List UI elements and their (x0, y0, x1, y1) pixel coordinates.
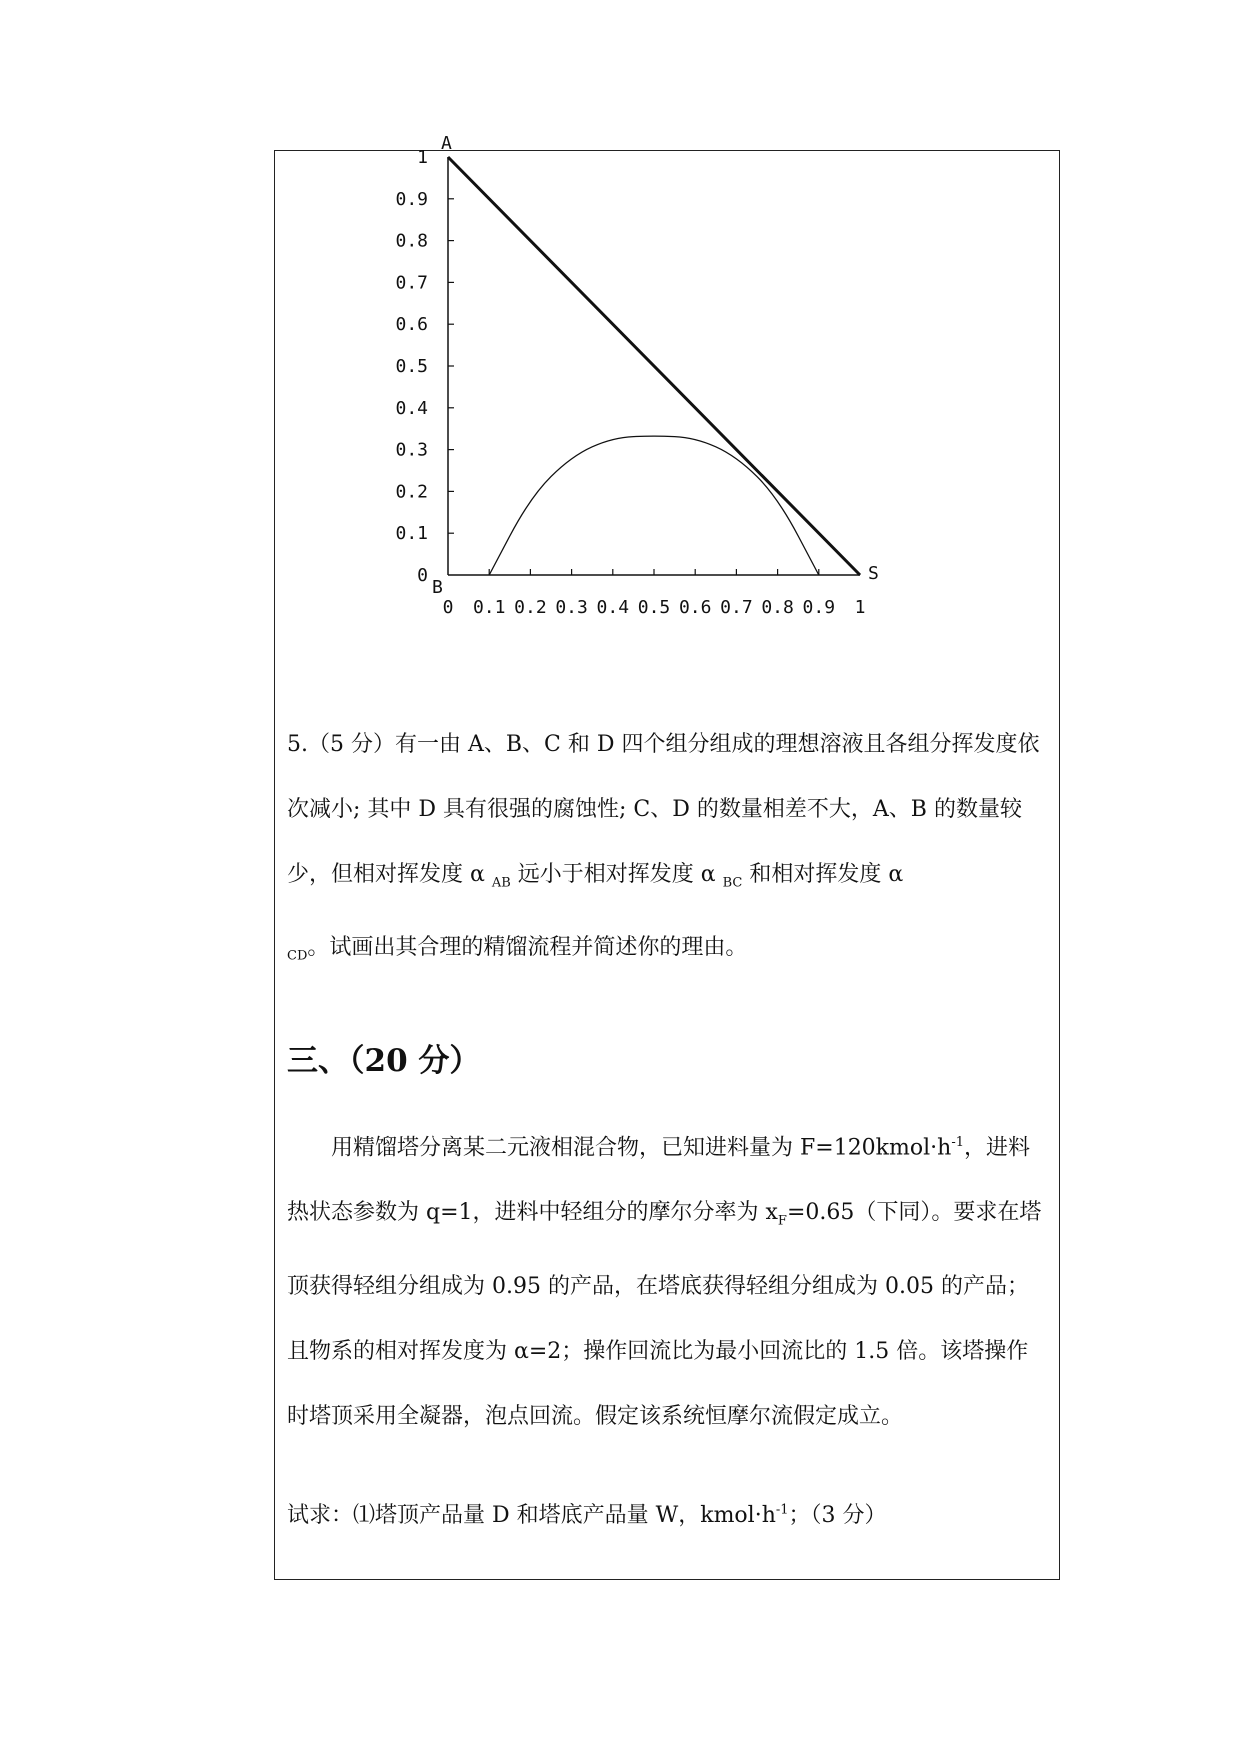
x-tick-label: 0.5 (637, 597, 671, 618)
chart-series (448, 157, 860, 575)
s3-p2-sub: F (777, 1213, 787, 1229)
y-tick-label: 0.6 (395, 314, 428, 336)
y-tick-label: 0.7 (395, 272, 428, 294)
y-tick-label: 0.8 (395, 230, 428, 252)
section-3-paragraph (287, 1110, 1047, 1449)
q5-sub-ab: AB (491, 875, 511, 891)
x-tick-label: 0 (442, 597, 454, 618)
vertex-label-b: B (432, 577, 443, 598)
y-tick-label: 0.2 (395, 481, 428, 503)
s3-p2: ，进料热状态参数为 q=1，进料中轻组分的摩尔分率为 x (287, 1135, 1031, 1226)
ask-tail: ；（3 分） (788, 1503, 887, 1528)
q5-mid1: 远小于相对挥发度 α (510, 862, 723, 887)
q5-mid2: 和相对挥发度 α (742, 862, 904, 887)
s3-p1-sup: -1 (951, 1135, 964, 1150)
x-tick-label: 0.2 (514, 597, 547, 618)
y-tick-label: 0.4 (395, 397, 428, 419)
y-tick-label: 0.3 (395, 439, 428, 461)
ask-sup: -1 (775, 1502, 789, 1518)
x-tick-label: 0.6 (678, 597, 712, 618)
x-tick-label: 0.8 (761, 597, 794, 618)
chart-labels (395, 133, 878, 618)
q5-tail: 。试画出其合理的精馏流程并简述你的理由。 (307, 935, 748, 961)
s3-p1: 用精馏塔分离某二元液相混合物，已知进料量为 F=120kmol·h (331, 1135, 952, 1161)
y-tick-label: 0.5 (395, 356, 428, 377)
x-tick-label: 0.9 (802, 597, 836, 618)
tie-line-as (448, 157, 860, 575)
x-tick-label: 0.3 (555, 597, 588, 618)
x-tick-label: 1 (854, 597, 866, 618)
x-tick-label: 0.4 (596, 597, 630, 618)
y-tick-label: 0.9 (395, 188, 428, 210)
x-tick-label: 0.1 (472, 597, 506, 618)
question-ask (287, 1498, 887, 1529)
y-tick-label: 0 (417, 565, 428, 586)
y-tick-label: 1 (417, 147, 428, 168)
q5-sub-cd: CD (287, 948, 308, 964)
q5-lead: 5.（5 分）有一由 A、B、C 和 D 四个组分组成的理想溶液且各组分挥发度依次减小; 其中 D 具有很强的腐蚀性; C、D 的数量相差不大，A、B 的数量较少，但相对挥发度 α (287, 732, 1040, 887)
x-tick-label: 0.7 (720, 597, 753, 618)
vertex-label-s: S (868, 563, 879, 584)
solubility-curve (489, 436, 819, 575)
q5-sub-bc: BC (722, 875, 743, 891)
y-tick-label: 0.1 (395, 523, 428, 545)
question-5 (287, 712, 1047, 989)
ternary-diagram (390, 133, 950, 700)
s3-p3: =0.65（下同）。要求在塔顶获得轻组分组成为 0.95 的产品，在塔底获得轻组分组成为 0.05 的产品；且物系的相对挥发度为 α=2；操作回流比为最小回流比的 1.5 倍。该塔操作时塔顶采用全凝器，泡点回流。假定该系统恒摩尔流假定成立。 (287, 1200, 1042, 1429)
section-3-heading: 三、（20 分） (287, 1043, 481, 1079)
vertex-label-a: A (441, 133, 452, 154)
ask-text: 试求：⑴塔顶产品量 D 和塔底产品量 W，kmol·h (287, 1503, 776, 1528)
